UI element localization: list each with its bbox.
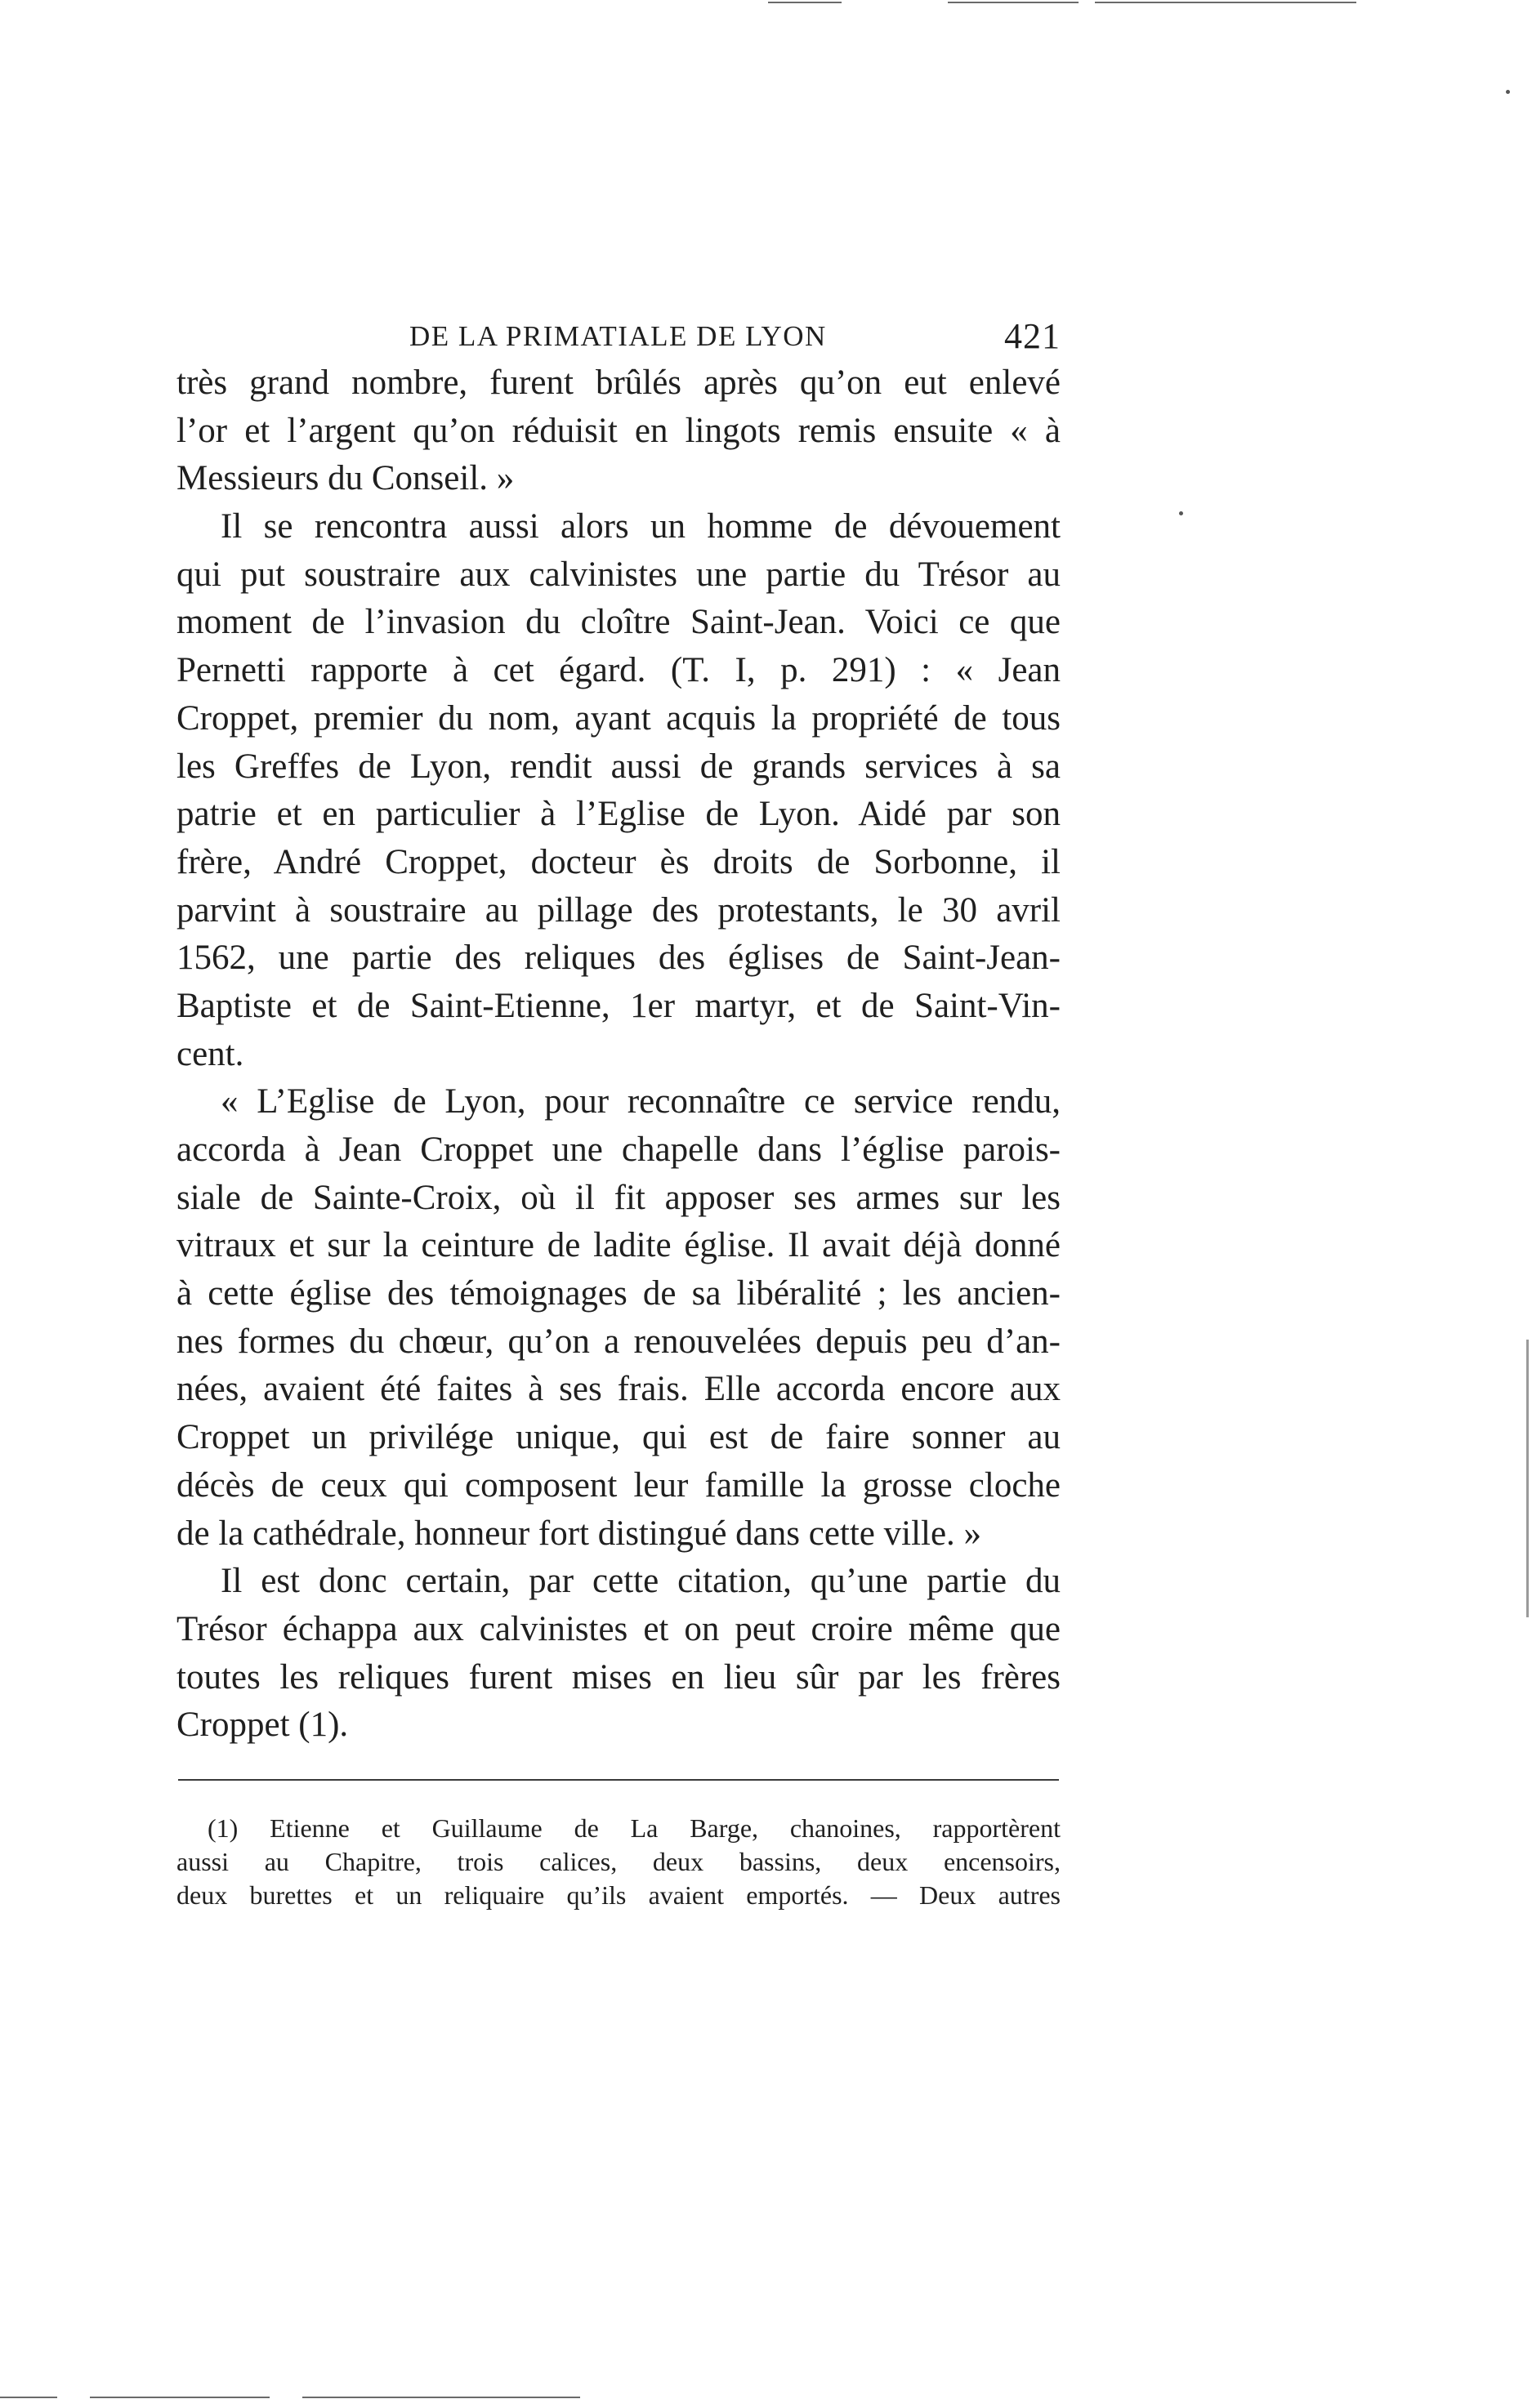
- footnote-line: aussi au Chapitre, trois calices, deux bassins, deux encensoirs,: [176, 1847, 1061, 1876]
- text-line: décès de ceux qui composent leur famille la grosse cloche: [176, 1465, 1061, 1505]
- text-line: moment de l’invasion du cloître Saint-Jean. Voici ce que: [176, 603, 1061, 642]
- scan-mark-bottom: [90, 2397, 270, 2398]
- text-line: accorda à Jean Croppet une chapelle dans l’église parois-: [176, 1130, 1061, 1169]
- page-number: 421: [1004, 316, 1061, 356]
- text-line: frère, André Croppet, docteur ès droits de Sorbonne, il: [176, 842, 1061, 881]
- text-line: l’or et l’argent qu’on réduisit en lingots remis ensuite « à: [176, 411, 1061, 450]
- text-line: « L’Eglise de Lyon, pour reconnaître ce service rendu,: [221, 1082, 1061, 1122]
- scan-mark-top: [1095, 2, 1356, 3]
- text-line: nées, avaient été faites à ses frais. Elle accorda encore aux: [176, 1370, 1061, 1409]
- text-line: nes formes du chœur, qu’on a renouvelées depuis peu d’an-: [176, 1322, 1061, 1361]
- footnotes: [176, 1812, 1061, 1912]
- scan-mark-bottom: [0, 2397, 57, 2398]
- text-line: très grand nombre, furent brûlés après qu’on eut enlevé: [176, 363, 1061, 402]
- text-line: cent.: [176, 1034, 244, 1073]
- text-line: Croppet (1).: [176, 1706, 349, 1745]
- text-line: siale de Sainte-Croix, où il fit apposer ses armes sur les: [176, 1178, 1061, 1217]
- text-line: toutes les reliques furent mises en lieu sûr par les frères: [176, 1657, 1061, 1697]
- text-line: 1562, une partie des reliques des églises de Saint-Jean-: [176, 939, 1061, 978]
- body-text: [176, 359, 1061, 1750]
- text-line: qui put soustraire aux calvinistes une partie du Trésor au: [176, 555, 1061, 594]
- text-line: Croppet, premier du nom, ayant acquis la propriété de tous: [176, 698, 1061, 738]
- text-line: Baptiste et de Saint-Etienne, 1er martyr, et de Saint-Vin-: [176, 986, 1061, 1025]
- running-title: DE LA PRIMATIALE DE LYON: [409, 320, 827, 352]
- text-line: patrie et en particulier à l’Eglise de Lyon. Aidé par son: [176, 795, 1061, 834]
- text-line: Il est donc certain, par cette citation, qu’une partie du: [221, 1562, 1061, 1601]
- text-line: Il se rencontra aussi alors un homme de dévouement: [221, 507, 1061, 546]
- text-line: Messieurs du Conseil. »: [176, 459, 515, 498]
- scan-mark-bottom: [302, 2397, 580, 2398]
- scan-edge-line: [1526, 1340, 1529, 1617]
- text-line: parvint à soustraire au pillage des protestants, le 30 avril: [176, 890, 1061, 930]
- text-line: à cette église des témoignages de sa libéralité ; les ancien-: [176, 1274, 1061, 1313]
- running-head: [176, 315, 1061, 364]
- text-line: Trésor échappa aux calvinistes et on peut croire même que: [176, 1609, 1061, 1648]
- scan-speck: [1506, 90, 1510, 94]
- scan-mark-top: [768, 2, 842, 3]
- text-line: Pernetti rapporte à cet égard. (T. I, p. 291) : « Jean: [176, 651, 1061, 690]
- scan-mark-top: [948, 2, 1079, 3]
- text-line: vitraux et sur la ceinture de ladite église. Il avait déjà donné: [176, 1226, 1061, 1265]
- footnote-line: (1) Etienne et Guillaume de La Barge, chanoines, rapportèrent: [208, 1813, 1061, 1843]
- text-line: de la cathédrale, honneur fort distingué dans cette ville. »: [176, 1514, 982, 1553]
- text-line: Croppet un privilége unique, qui est de faire sonner au: [176, 1418, 1061, 1457]
- footnote-divider: [178, 1779, 1059, 1781]
- text-line: les Greffes de Lyon, rendit aussi de grands services à sa: [176, 747, 1061, 786]
- scan-speck: [1179, 511, 1183, 515]
- footnote-line: deux burettes et un reliquaire qu’ils avaient emportés. — Deux autres: [176, 1880, 1061, 1910]
